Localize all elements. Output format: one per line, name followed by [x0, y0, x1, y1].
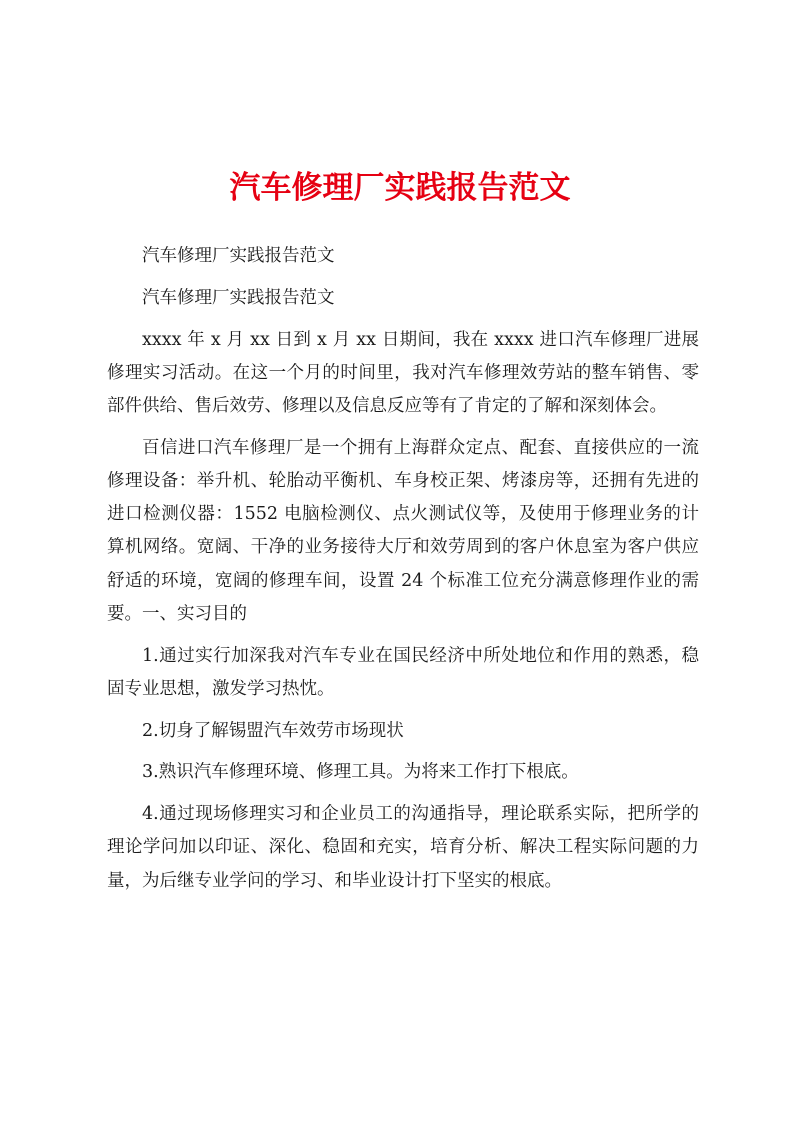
document-body [107, 240, 699, 906]
paragraph-objective-1: 1.通过实行加深我对汽车专业在国民经济中所处地位和作用的熟悉，稳固专业思想，激发学习热忱。 [107, 645, 699, 699]
paragraph-objective-3: 3.熟识汽车修理环境、修理工具。为将来工作打下根底。 [142, 762, 579, 783]
paragraph-subtitle-2: 汽车修理厂实践报告范文 [142, 287, 335, 308]
paragraph-objective-2: 2.切身了解锡盟汽车效劳市场现状 [142, 720, 404, 741]
paragraph-intro: xxxx 年 x 月 xx 日到 x 月 xx 日期间，我在 xxxx 进口汽车修理厂进展修理实习活动。在这一个月的时间里，我对汽车修理效劳站的整车销售、零部件供给、售后效劳、修理以及信息反应等有了肯定的了解和深刻体会。 [107, 329, 699, 416]
paragraph-company-description: 百信进口汽车修理厂是一个拥有上海群众定点、配套、直接供应的一流修理设备：举升机、轮胎动平衡机、车身校正架、烤漆房等，还拥有先进的进口检测仪器：1552 电脑检测仪、点火测试仪等，及使用于修理业务的计算机网络。宽阔、干净的业务接待大厅和效劳周到的客户休息室为客户供应舒适的环境，宽阔的修理车间，设置 24 个标准工位充分满意修理作业的需要。一、实习目的 [107, 437, 699, 624]
paragraph-subtitle-1: 汽车修理厂实践报告范文 [142, 246, 335, 266]
paragraph-objective-4: 4.通过现场修理实习和企业员工的沟通指导，理论联系实际，把所学的理论学问加以印证、深化、稳固和充实，培育分析、解决工程实际问题的力量，为后继专业学问的学习、和毕业设计打下坚实的根底。 [107, 804, 699, 891]
document-title: 汽车修理厂实践报告范文 [229, 170, 571, 206]
